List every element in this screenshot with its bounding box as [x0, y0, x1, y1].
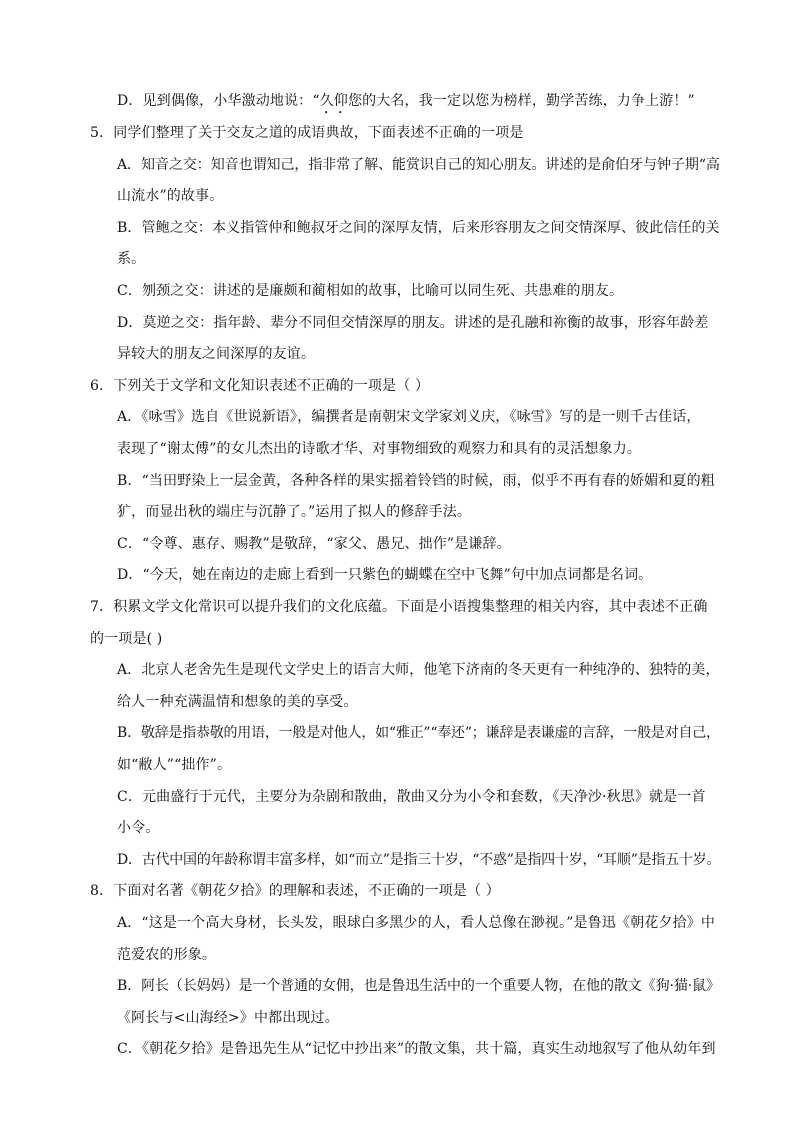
- q7-option-b-line2: 如“敝人”“拙作”。: [117, 757, 232, 773]
- q6-option-a-line2: 表现了“谢太傅”的女儿杰出的诗歌才华、对事物细致的观察力和具有的灵活想象力。: [117, 441, 642, 457]
- q6-option-b-line2: 犷，而显出秋的端庄与沉静了。”运用了拟人的修辞手法。: [117, 504, 472, 520]
- q7-option-d: D．古代中国的年龄称谓丰富多样，如“而立”是指三十岁，“不惑”是指四十岁，“耳顺”是指五十岁。: [117, 852, 721, 868]
- q6-option-a-line1: A．《咏雪》选自《世说新语》，编撰者是南朝宋文学家刘义庆，《咏雪》写的是一则千古佳话，: [117, 409, 701, 425]
- q8-option-a-line1: A．“这是一个高大身材，长头发，眼球白多黑少的人，看人总像在渺视。”是鲁迅《朝花夕拾》中: [117, 915, 716, 931]
- q8-option-a-line2: 范爱农的形象。: [117, 947, 217, 963]
- q6-stem: 6．下列关于文学和文化知识表述不正确的一项是（ ）: [90, 378, 430, 394]
- q7-option-b-line1: B．敬辞是指恭敬的用语，一般是对他人，如“雅正”“奉还”；谦辞是表谦虚的言辞，一般是对自己，: [117, 725, 720, 741]
- q6-option-b-line1: B．“当田野染上一层金黄，各种各样的果实摇着铃铛的时候，雨，似乎不再有春的娇媚和夏的粗: [117, 473, 715, 489]
- q5-option-c: C．刎颈之交：讲述的是廉颇和蔺相如的故事，比喻可以同生死、共患难的朋友。: [117, 283, 624, 299]
- q7-option-c-line1: C．元曲盛行于元代，主要分为杂剧和散曲，散曲又分为小令和套数，《天净沙·秋思》就是一首: [117, 789, 706, 805]
- q8-option-b-line2: 《阿长与<山海经>》中都出现过。: [117, 1010, 339, 1026]
- q6-option-d: D．“今天，她在南边的走廊上看到一只紫色的蝴蝶在空中飞舞”句中加点词都是名词。: [117, 567, 653, 583]
- q5-option-d-line1: D．莫逆之交：指年龄、辈分不同但交情深厚的朋友。讲述的是孔融和祢衡的故事，形容年龄差: [117, 315, 709, 331]
- q4-option-d-prefix: D．见到偶像，小华激动地说：“: [117, 93, 320, 109]
- q5-option-b-line1: B．管鲍之交：本义指管仲和鲍叔牙之间的深厚友情，后来形容朋友之间交情深厚、彼此信任的关: [117, 220, 720, 236]
- q5-option-a-line2: 山流水”的故事。: [117, 188, 224, 204]
- q5-stem: 5．同学们整理了关于交友之道的成语典故，下面表述不正确的一项是: [90, 125, 524, 141]
- q5-option-b-line2: 系。: [117, 251, 146, 267]
- q4-option-d-suffix: 您的大名，我一定以您为榜样，勤学苦练，力争上游！”: [347, 93, 695, 109]
- q8-option-c-line1: C．《朝花夕拾》是鲁迅先生从“记忆中抄出来”的散文集，共十篇，真实生动地叙写了他从幼年到: [117, 1041, 716, 1057]
- q7-option-a-line2: 给人一种充满温情和想象的美的享受。: [117, 694, 358, 710]
- q7-stem-line2: 的一项是( ): [90, 631, 163, 647]
- q7-stem-line1: 7．积累文学文化常识可以提升我们的文化底蕴。下面是小语搜集整理的相关内容，其中表述不正确: [90, 599, 708, 615]
- q7-option-a-line1: A．北京人老舍先生是现代文学史上的语言大师，他笔下济南的冬天更有一种纯净的、独特的美，: [117, 662, 720, 678]
- q7-option-c-line2: 小令。: [117, 820, 160, 836]
- q8-stem: 8．下面对名著《朝花夕拾》的理解和表述，不正确的一项是（ ）: [90, 883, 500, 899]
- q5-option-d-line2: 异较大的朋友之间深厚的友谊。: [117, 346, 316, 362]
- q4-option-d-emphasis: 久仰: [319, 93, 348, 109]
- q4-option-d: [117, 92, 695, 117]
- q6-option-c: C．“令尊、惠存、赐教”是敬辞，“家父、愚兄、拙作”是谦辞。: [117, 536, 511, 552]
- q8-option-b-line1: B．阿长（长妈妈）是一个普通的女佣，也是鲁迅生活中的一个重要人物，在他的散文《狗·猫·鼠》: [117, 978, 720, 994]
- q5-option-a-line1: A．知音之交：知音也谓知己，指非常了解、能赏识自己的知心朋友。讲述的是俞伯牙与钟子期“高: [117, 157, 720, 173]
